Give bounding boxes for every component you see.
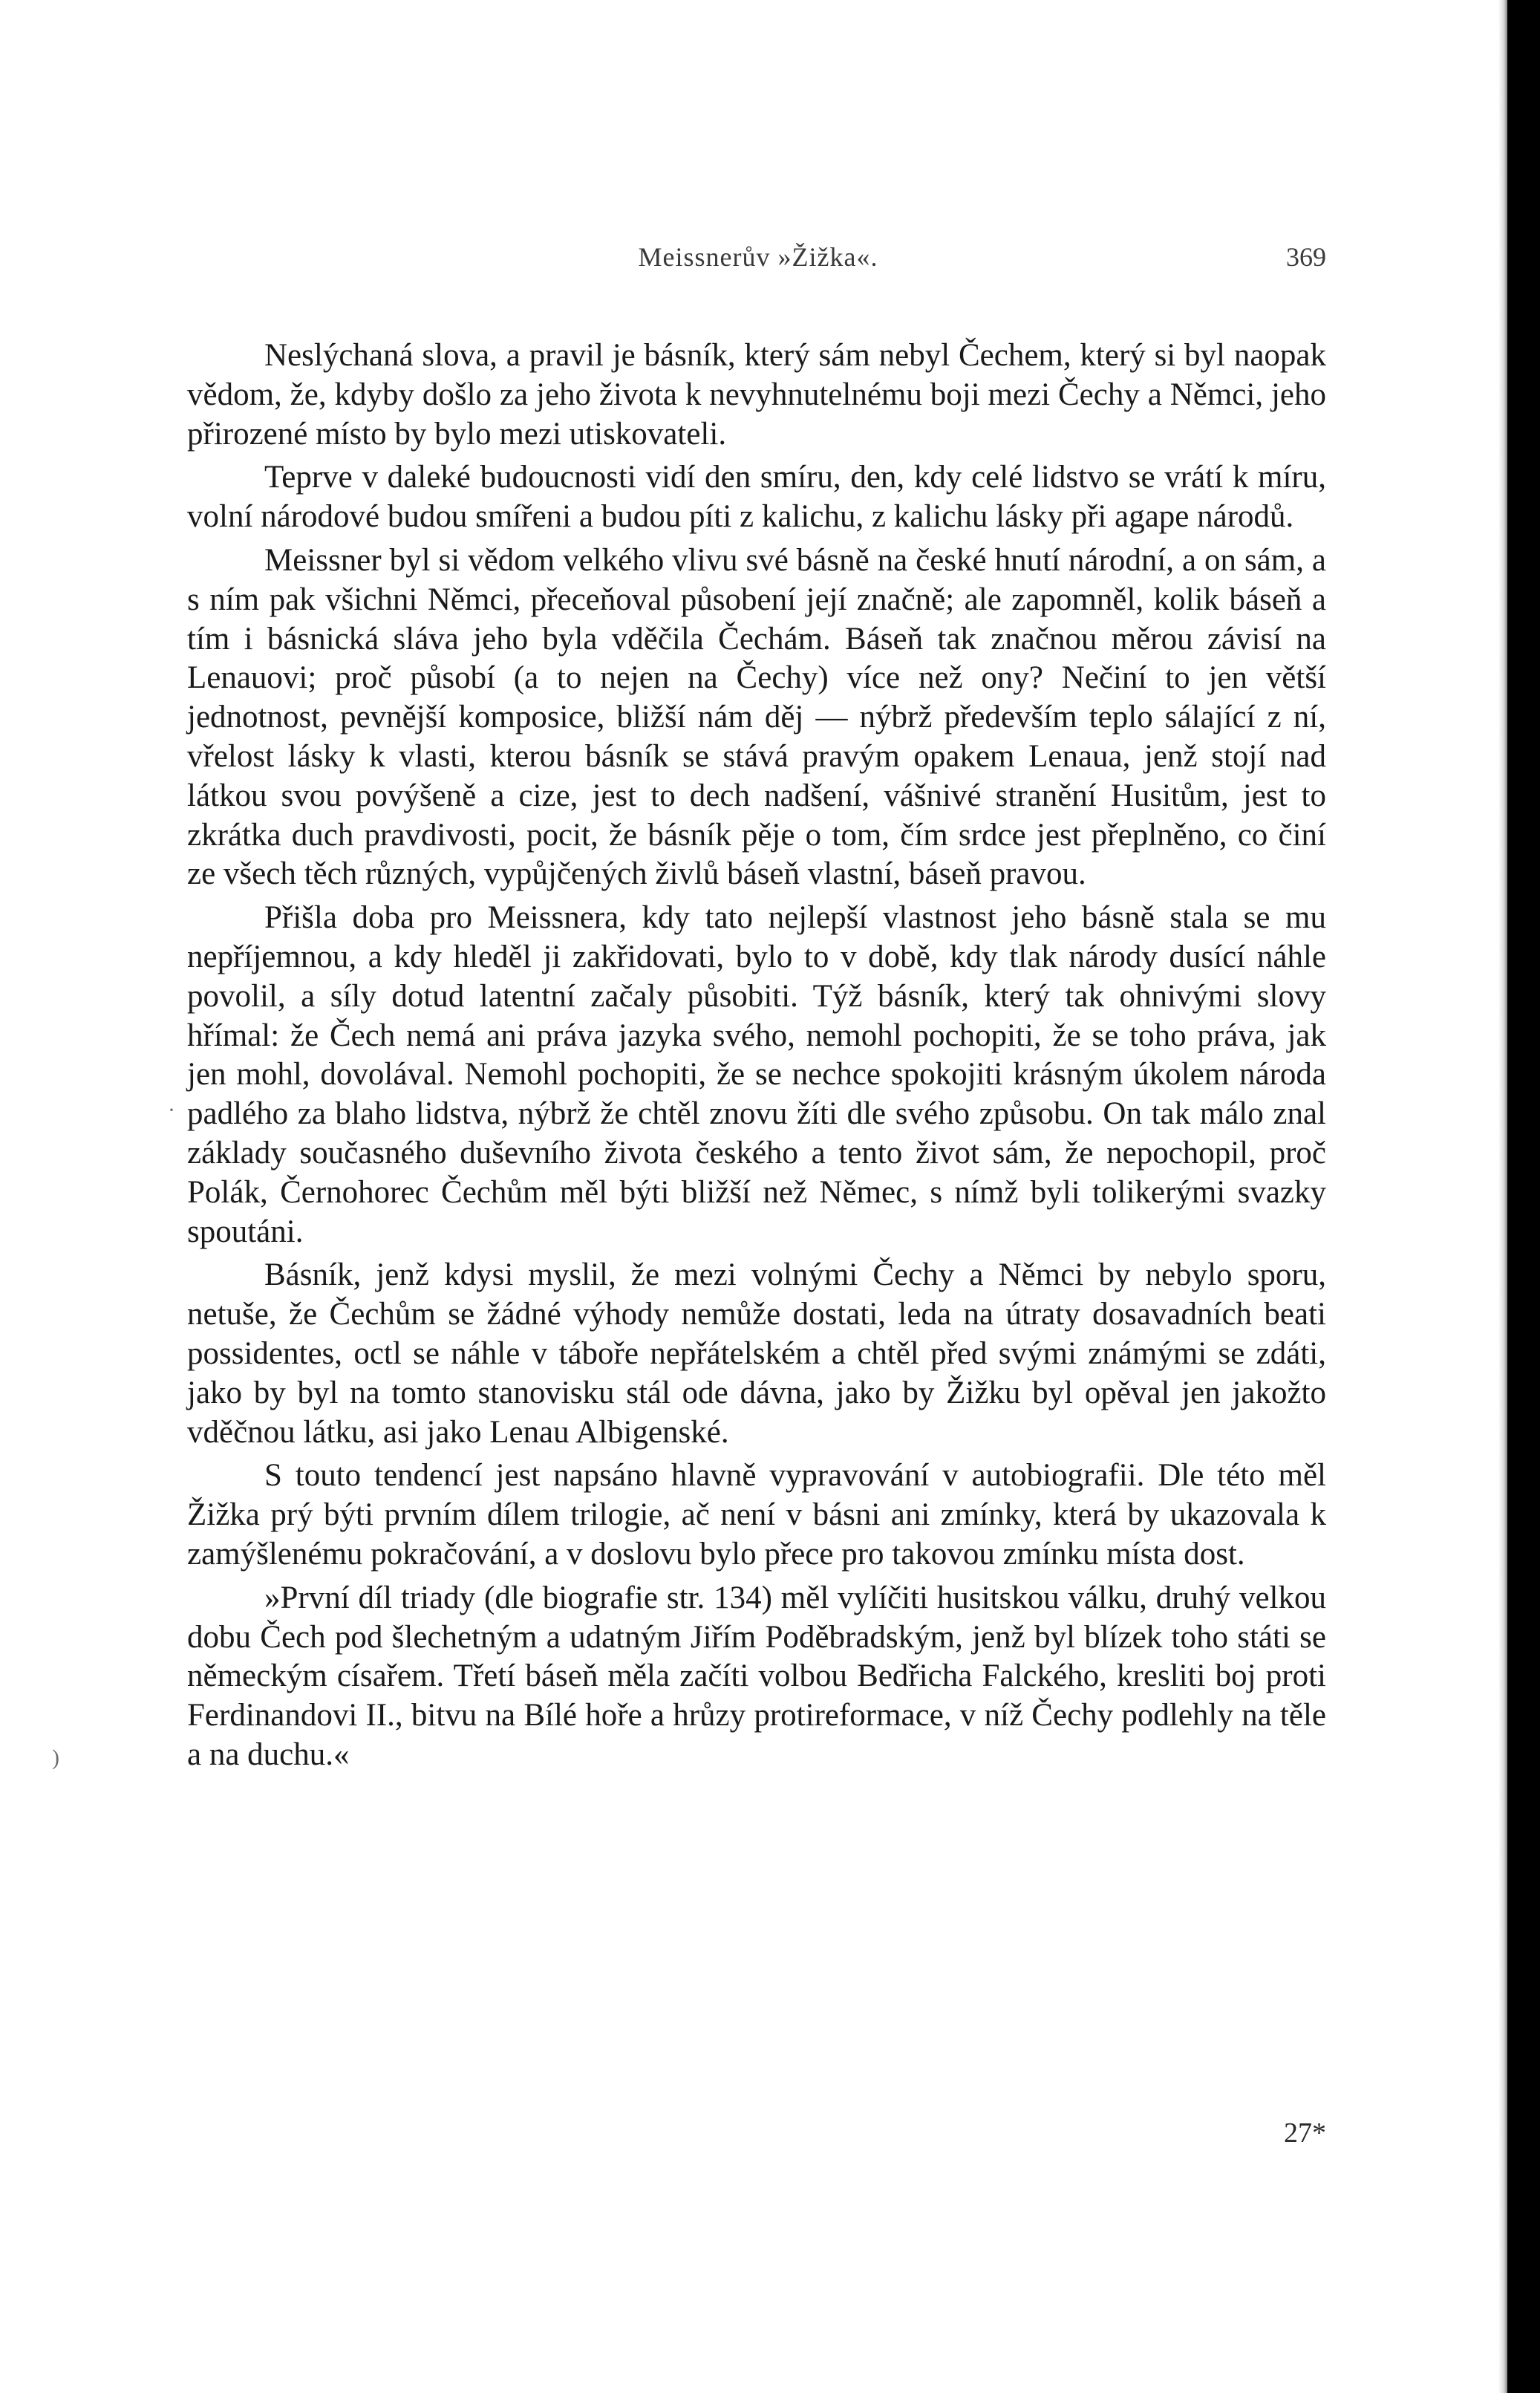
- paragraph: S touto tendencí jest napsáno hlavně vypravování v autobiografii. Dle této měl Žižka prý býti prvním dílem trilogie, ač není v básni ani zmínky, která by ukazovala k zamýšlenému pokračování, a v doslovu bylo přece pro takovou zmínku místa dost.: [187, 1458, 1326, 1572]
- running-title: Meissnerův »Žižka«.: [638, 242, 878, 272]
- paragraph: Přišla doba pro Meissnera, kdy tato nejlepší vlastnost jeho básně stala se mu nepříjemnou, a kdy hleděl ji zakřidovati, bylo to v době, kdy tlak národy dusící náhle povolil, a síly dotud latentní začaly působiti. Týž básník, který tak ohnivými slovy hřímal: že Čech nemá ani práva jazyka svého, nemohl pochopiti, že se toho práva, jak jen mohl, dovolával. Nemohl pochopiti, že se nechce spokojiti krásným úkolem národa padlého za blaho lidstva, nýbrž že chtěl znovu žíti dle svého způsobu. On tak málo znal základy současného duševního života českého a tento život sám, že nepochopil, proč Polák, Černohorec Čechům měl býti bližší než Němec, s nímž byli tolikerými svazky spoutáni.: [187, 900, 1326, 1249]
- stray-bracket-mark: ): [52, 1745, 59, 1770]
- paragraph: Básník, jenž kdysi myslil, že mezi volnými Čechy a Němci by nebylo sporu, netuše, že Čechům se žádné výhody nemůže dostati, leda na útraty dosavadních beati possidentes, octl se náhle v táboře nepřátelském a chtěl před svými známými se zdáti, jako by byl na tomto stanovisku stál ode dávna, jako by Žižku byl opěval jen jakožto vděčnou látku, asi jako Lenau Albigenské.: [187, 1257, 1326, 1450]
- paragraph: Teprve v daleké budoucnosti vidí den smíru, den, kdy celé lidstvo se vrátí k míru, volní národové budou smířeni a budou píti z kalichu, z kalichu lásky při agape národů.: [187, 460, 1326, 535]
- paragraph: Neslýchaná slova, a pravil je básník, který sám nebyl Čechem, který si byl naopak vědom, že, kdyby došlo za jeho života k nevyhnutelnému boji mezi Čechy a Němci, jeho přirozené místo by bylo mezi utiskovateli.: [187, 338, 1326, 452]
- body-text: [187, 336, 1326, 1780]
- stray-dot-mark: ·: [168, 1098, 175, 1122]
- paragraph: »První díl triady (dle biografie str. 134) měl vylíčiti husitskou válku, druhý velkou dobu Čech pod šlechetným a udatným Jiřím Poděbradským, jenž byl blízek toho státi se německým císařem. Třetí báseň měla začíti volbou Bedřicha Falckého, kresliti boj proti Ferdinandovi II., bitvu na Bílé hoře a hrůzy protireformace, v níž Čechy podlehly na těle a na duchu.«: [187, 1580, 1326, 1772]
- signature-mark: 27*: [1284, 2117, 1326, 2149]
- page-number: 369: [1286, 242, 1326, 272]
- page-header: [190, 241, 1326, 286]
- page-edge-shadow: [1498, 0, 1507, 2393]
- paragraph: Meissner byl si vědom velkého vlivu své básně na české hnutí národní, a on sám, a s ním pak všichni Němci, přeceňoval působení její značně; ale zapomněl, kolik báseň a tím i básnická sláva jeho byla vděčila Čechám. Báseň tak značnou měrou závisí na Lenauovi; proč působí (a to nejen na Čechy) více než ony? Nečiní to jen větší jednotnost, pevnější komposice, bližší nám děj — nýbrž především teplo sálající z ní, vřelost lásky k vlasti, kterou básník se stává pravým opakem Lenaua, jenž stojí nad látkou svou povýšeně a cize, jest to dech nadšení, vášnivé stranění Husitům, jest to zkrátka duch pravdivosti, pocit, že básník pěje o tom, čím srdce jest přeplněno, co činí ze všech těch různých, vypůjčených živlů báseň vlastní, báseň pravou.: [187, 542, 1326, 892]
